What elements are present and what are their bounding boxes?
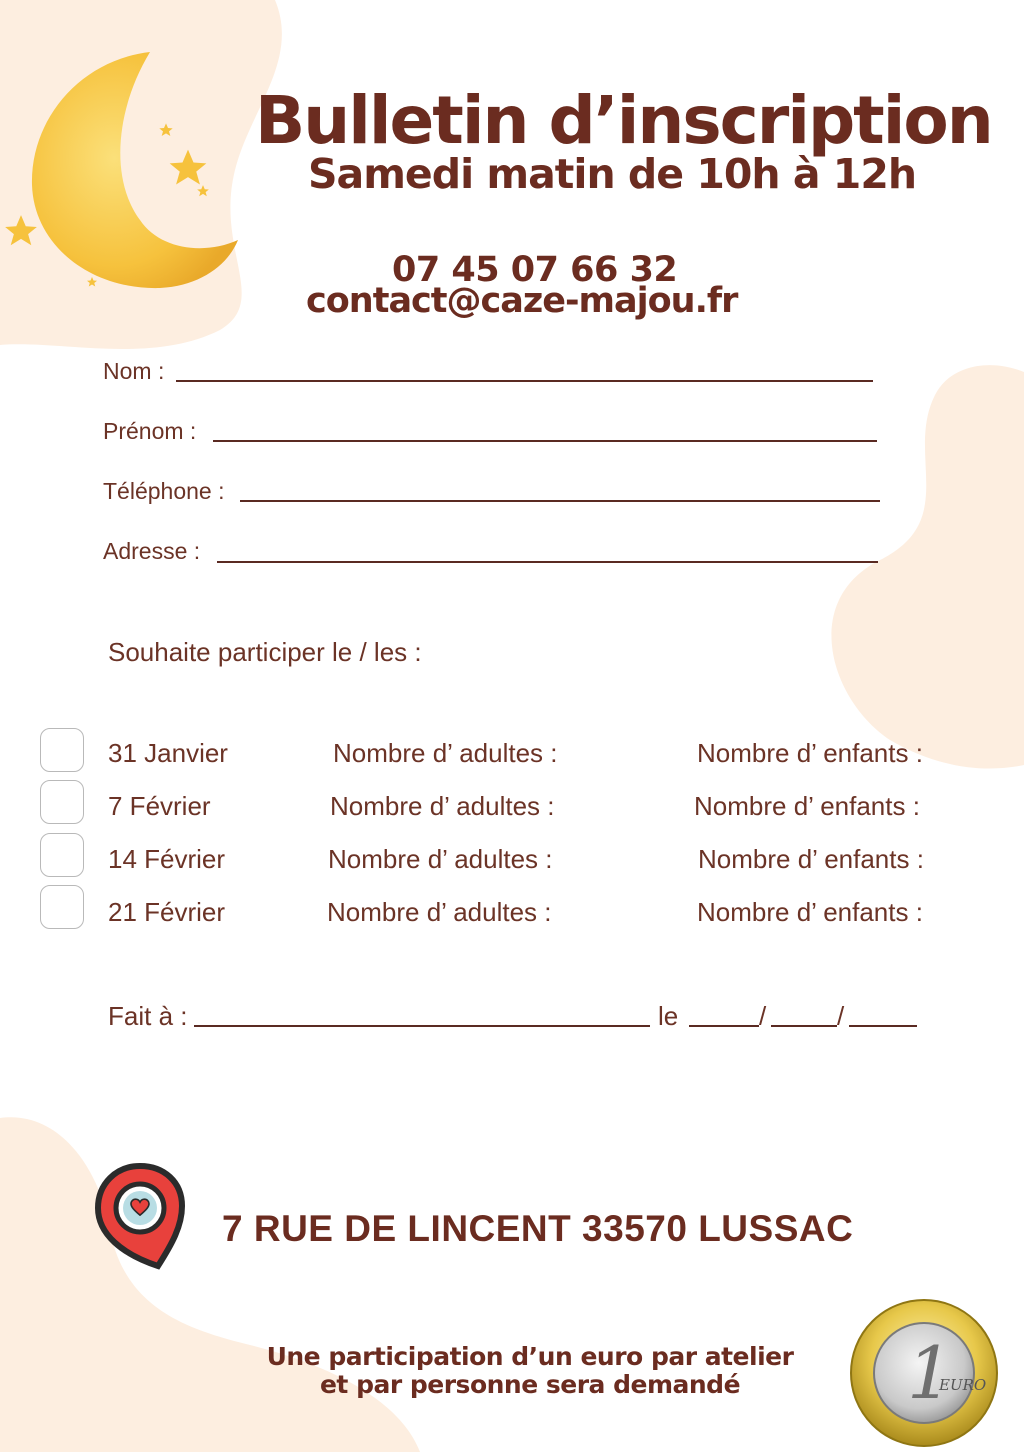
- input-line-month[interactable]: [771, 1025, 837, 1027]
- participation-prompt: Souhaite participer le / les :: [108, 637, 422, 667]
- children-count-label: Nombre d’ enfants :: [694, 791, 920, 821]
- page-title: Bulletin d’inscription: [255, 82, 992, 159]
- participation-line-1: Une participation d’un euro par atelier: [266, 1342, 794, 1371]
- participation-line-2: et par personne sera demandé: [319, 1370, 741, 1399]
- participation-notice: [250, 1343, 810, 1399]
- children-count-label: Nombre d’ enfants :: [698, 844, 924, 874]
- date-separator: /: [837, 1001, 845, 1031]
- adults-count-label: Nombre d’ adultes :: [327, 897, 552, 927]
- input-line-adresse[interactable]: [217, 561, 878, 563]
- session-checkbox-21-fevrier[interactable]: [40, 885, 84, 929]
- input-line-year[interactable]: [849, 1025, 917, 1027]
- field-label-prenom: Prénom :: [103, 418, 197, 444]
- input-line-day[interactable]: [689, 1025, 759, 1027]
- heart-icon: [130, 1198, 150, 1216]
- coin-value: 1: [907, 1331, 953, 1415]
- adults-count-label: Nombre d’ adultes :: [328, 844, 553, 874]
- input-line-telephone[interactable]: [240, 500, 880, 502]
- session-date: 31 Janvier: [108, 738, 228, 768]
- session-checkbox-31-janvier[interactable]: [40, 728, 84, 772]
- children-count-label: Nombre d’ enfants :: [697, 738, 923, 768]
- date-label: le: [658, 1001, 679, 1031]
- date-separator: /: [759, 1001, 767, 1031]
- children-count-label: Nombre d’ enfants :: [697, 897, 923, 927]
- session-checkbox-7-fevrier[interactable]: [40, 780, 84, 824]
- session-date: 14 Février: [108, 844, 226, 874]
- euro-coin-icon: [849, 1298, 999, 1448]
- star-icon: [2, 212, 40, 250]
- field-label-telephone: Téléphone :: [103, 478, 225, 504]
- input-line-place[interactable]: [194, 1025, 650, 1027]
- adults-count-label: Nombre d’ adultes :: [333, 738, 558, 768]
- star-icon: [86, 276, 98, 288]
- star-icon: [158, 122, 174, 138]
- contact-email[interactable]: contact@caze-majou.fr: [306, 281, 738, 321]
- place-label: Fait à :: [108, 1001, 188, 1031]
- contact-phone: 07 45 07 66 32: [392, 250, 678, 290]
- adults-count-label: Nombre d’ adultes :: [330, 791, 555, 821]
- session-date: 21 Février: [108, 897, 226, 927]
- page-subtitle: Samedi matin de 10h à 12h: [308, 150, 917, 198]
- coin-currency: EURO: [939, 1376, 987, 1394]
- session-checkbox-14-fevrier[interactable]: [40, 833, 84, 877]
- session-date: 7 Février: [108, 791, 211, 821]
- field-label-adresse: Adresse :: [103, 538, 201, 564]
- field-label-nom: Nom :: [103, 358, 165, 384]
- venue-address: 7 RUE DE LINCENT 33570 LUSSAC: [222, 1208, 854, 1249]
- input-line-prenom[interactable]: [213, 440, 877, 442]
- moon-icon: [0, 40, 250, 300]
- star-icon: [196, 184, 210, 198]
- input-line-nom[interactable]: [176, 380, 873, 382]
